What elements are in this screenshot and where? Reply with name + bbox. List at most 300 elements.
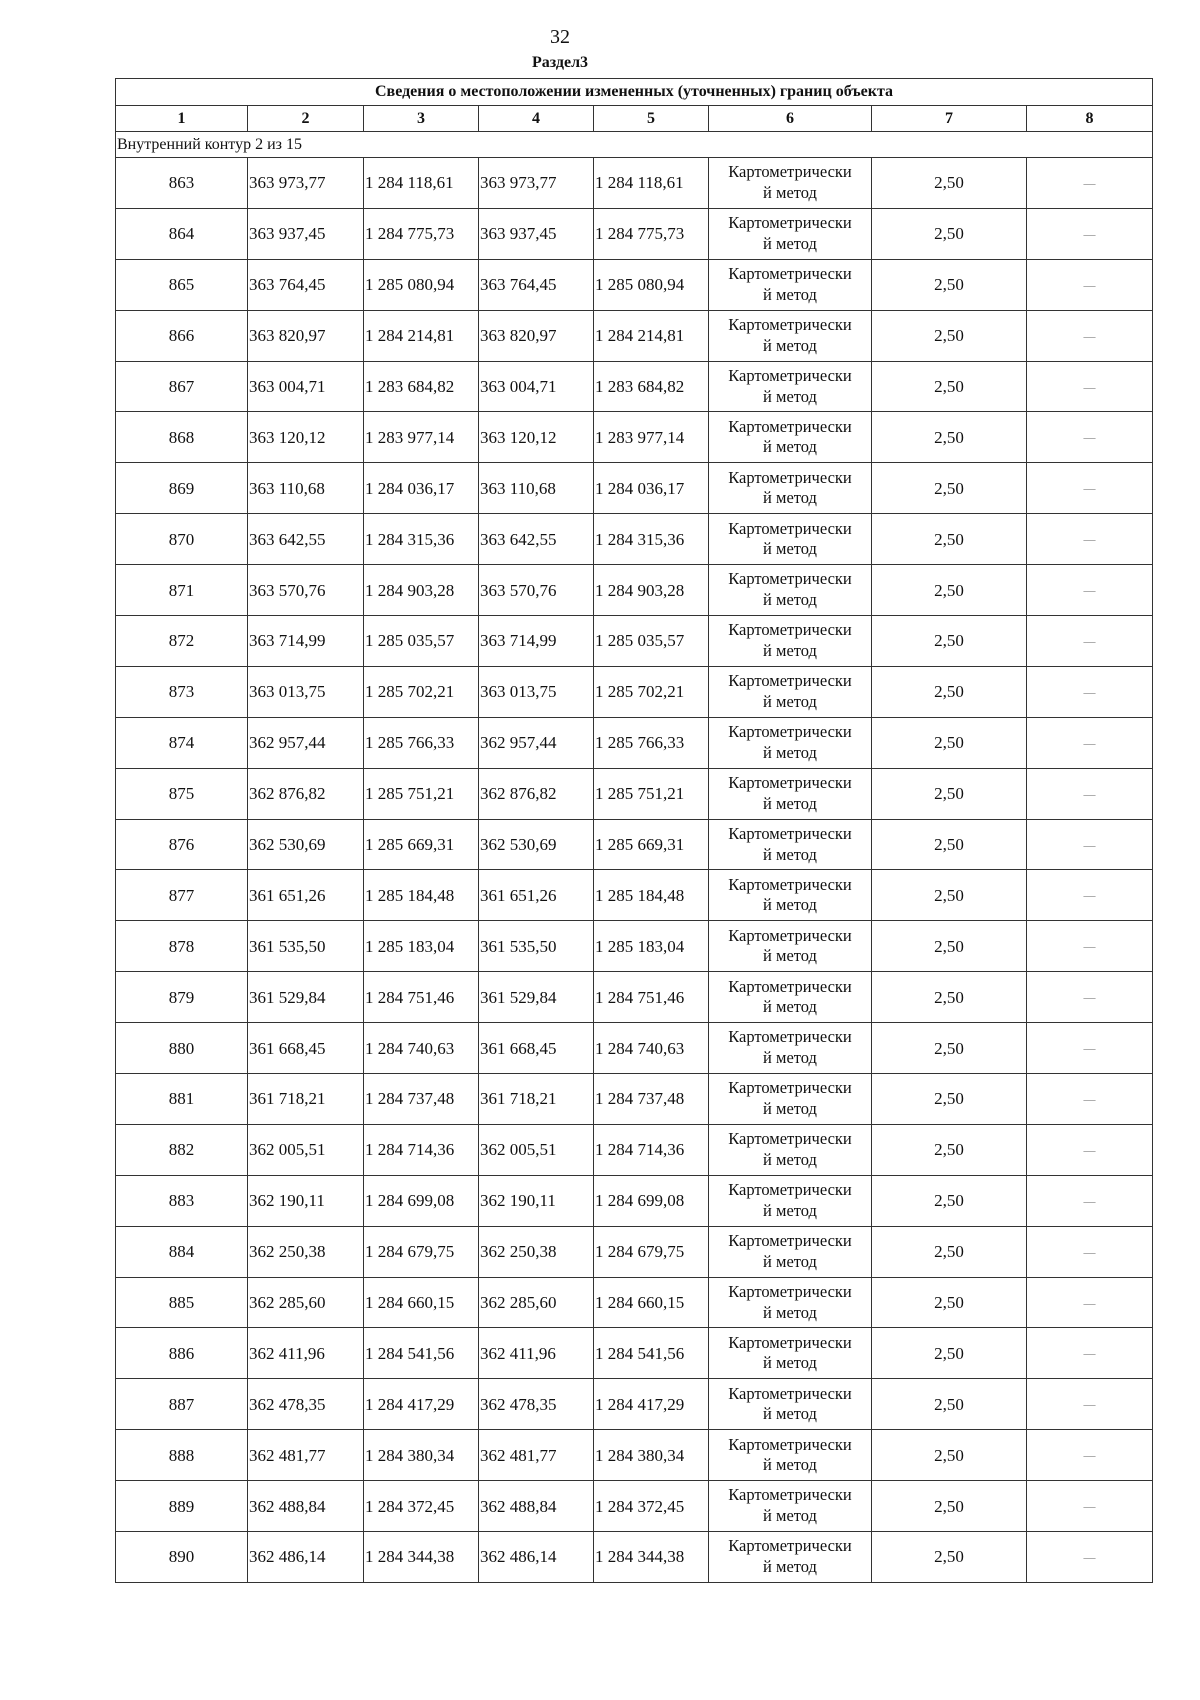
accuracy-cell: 2,50	[872, 1277, 1027, 1328]
accuracy-cell: 2,50	[872, 1481, 1027, 1532]
method-text-line: Картометрически	[728, 773, 852, 792]
accuracy-cell: 2,50	[872, 208, 1027, 259]
method-text-line: Картометрически	[728, 1078, 852, 1098]
column-number: 4	[479, 106, 594, 132]
x-coordinate-cell: 362 486,14	[248, 1532, 364, 1583]
description-cell: —	[1027, 463, 1153, 514]
y-coordinate-cell: 1 285 183,04	[364, 921, 479, 972]
method-cell	[709, 158, 872, 209]
method-text-line: й метод	[763, 335, 817, 355]
page-number: 32	[550, 26, 570, 48]
accuracy-cell: 2,50	[872, 1328, 1027, 1379]
point-number-cell: 867	[116, 361, 248, 412]
method-cell	[709, 1226, 872, 1277]
column-number: 7	[872, 106, 1027, 132]
y-coordinate-new-cell: 1 284 344,38	[594, 1532, 709, 1583]
method-cell	[709, 1379, 872, 1430]
y-coordinate-cell: 1 284 699,08	[364, 1175, 479, 1226]
x-coordinate-cell: 363 973,77	[248, 158, 364, 209]
y-coordinate-new-cell: 1 285 183,04	[594, 921, 709, 972]
table-row	[116, 717, 1153, 768]
x-coordinate-new-cell: 362 486,14	[479, 1532, 594, 1583]
y-coordinate-new-cell: 1 284 541,56	[594, 1328, 709, 1379]
method-text-line: Картометрически	[728, 1332, 852, 1352]
x-coordinate-new-cell: 362 530,69	[479, 819, 594, 870]
x-coordinate-new-cell: 362 876,82	[479, 768, 594, 819]
x-coordinate-new-cell: 363 120,12	[479, 412, 594, 463]
method-text-line: Картометрически	[728, 925, 852, 945]
accuracy-cell: 2,50	[872, 717, 1027, 768]
point-number-cell: 883	[116, 1175, 248, 1226]
method-text-line: й метод	[763, 1200, 817, 1220]
description-cell: —	[1027, 1124, 1153, 1175]
method-text-line: й метод	[763, 1149, 817, 1169]
method-text-line: й метод	[763, 1556, 817, 1576]
table-row	[116, 1328, 1153, 1379]
table-row	[116, 514, 1153, 565]
point-number-cell: 887	[116, 1379, 248, 1430]
x-coordinate-new-cell: 363 937,45	[479, 208, 594, 259]
accuracy-cell: 2,50	[872, 361, 1027, 412]
point-number-cell: 869	[116, 463, 248, 514]
method-text-line: Картометрически	[728, 1027, 852, 1047]
method-text-line: Картометрически	[728, 976, 852, 996]
method-text-line: Картометрически	[728, 162, 852, 182]
method-cell	[709, 1277, 872, 1328]
x-coordinate-new-cell: 361 668,45	[479, 1023, 594, 1074]
table-row	[116, 1532, 1153, 1583]
table-caption-row	[116, 79, 1153, 106]
x-coordinate-new-cell: 363 820,97	[479, 310, 594, 361]
y-coordinate-cell: 1 284 740,63	[364, 1023, 479, 1074]
y-coordinate-cell: 1 285 702,21	[364, 666, 479, 717]
description-cell: —	[1027, 259, 1153, 310]
x-coordinate-cell: 363 013,75	[248, 666, 364, 717]
method-text-line: Картометрически	[728, 1434, 852, 1454]
description-cell: —	[1027, 717, 1153, 768]
y-coordinate-cell: 1 284 417,29	[364, 1379, 479, 1430]
x-coordinate-cell: 363 937,45	[248, 208, 364, 259]
method-cell	[709, 310, 872, 361]
x-coordinate-cell: 363 820,97	[248, 310, 364, 361]
table-row	[116, 565, 1153, 616]
y-coordinate-new-cell: 1 283 977,14	[594, 412, 709, 463]
point-number-cell: 863	[116, 158, 248, 209]
y-coordinate-cell: 1 285 669,31	[364, 819, 479, 870]
point-number-cell: 889	[116, 1481, 248, 1532]
method-cell	[709, 819, 872, 870]
accuracy-cell: 2,50	[872, 666, 1027, 717]
method-text-line: Картометрически	[728, 569, 852, 589]
method-cell	[709, 666, 872, 717]
y-coordinate-new-cell: 1 284 372,45	[594, 1481, 709, 1532]
description-cell: —	[1027, 1328, 1153, 1379]
x-coordinate-new-cell: 363 004,71	[479, 361, 594, 412]
method-cell	[709, 463, 872, 514]
x-coordinate-cell: 362 876,82	[248, 768, 364, 819]
point-number-cell: 888	[116, 1430, 248, 1481]
method-cell	[709, 1481, 872, 1532]
table-row	[116, 819, 1153, 870]
y-coordinate-new-cell: 1 283 684,82	[594, 361, 709, 412]
description-cell: —	[1027, 972, 1153, 1023]
point-number-cell: 872	[116, 616, 248, 667]
y-coordinate-new-cell: 1 284 714,36	[594, 1124, 709, 1175]
method-text-line: Картометрически	[728, 1536, 852, 1556]
x-coordinate-new-cell: 362 488,84	[479, 1481, 594, 1532]
y-coordinate-cell: 1 285 184,48	[364, 870, 479, 921]
accuracy-cell: 2,50	[872, 1532, 1027, 1583]
y-coordinate-new-cell: 1 284 699,08	[594, 1175, 709, 1226]
x-coordinate-cell: 361 668,45	[248, 1023, 364, 1074]
table-row	[116, 1124, 1153, 1175]
x-coordinate-cell: 361 529,84	[248, 972, 364, 1023]
y-coordinate-cell: 1 284 751,46	[364, 972, 479, 1023]
method-cell	[709, 514, 872, 565]
accuracy-cell: 2,50	[872, 1430, 1027, 1481]
y-coordinate-cell: 1 284 214,81	[364, 310, 479, 361]
table-row	[116, 1226, 1153, 1277]
x-coordinate-cell: 362 411,96	[248, 1328, 364, 1379]
point-number-cell: 873	[116, 666, 248, 717]
y-coordinate-cell: 1 284 344,38	[364, 1532, 479, 1583]
method-text-line: й метод	[763, 1404, 817, 1424]
description-cell: —	[1027, 1379, 1153, 1430]
method-cell	[709, 1074, 872, 1125]
column-number: 2	[248, 106, 364, 132]
x-coordinate-new-cell: 363 642,55	[479, 514, 594, 565]
method-text-line: й метод	[763, 386, 817, 406]
x-coordinate-new-cell: 363 764,45	[479, 259, 594, 310]
accuracy-cell: 2,50	[872, 514, 1027, 565]
accuracy-cell: 2,50	[872, 158, 1027, 209]
method-cell	[709, 208, 872, 259]
table-row	[116, 972, 1153, 1023]
method-cell	[709, 972, 872, 1023]
description-cell: —	[1027, 1481, 1153, 1532]
description-cell: —	[1027, 1226, 1153, 1277]
description-cell: —	[1027, 1532, 1153, 1583]
column-number: 1	[116, 106, 248, 132]
accuracy-cell: 2,50	[872, 1074, 1027, 1125]
method-text-line: й метод	[763, 1302, 817, 1322]
y-coordinate-cell: 1 284 737,48	[364, 1074, 479, 1125]
method-text-line: Картометрически	[728, 823, 852, 843]
x-coordinate-new-cell: 362 250,38	[479, 1226, 594, 1277]
method-cell	[709, 1124, 872, 1175]
table-row	[116, 259, 1153, 310]
method-cell	[709, 565, 872, 616]
table-row	[116, 616, 1153, 667]
description-cell: —	[1027, 616, 1153, 667]
x-coordinate-cell: 362 530,69	[248, 819, 364, 870]
y-coordinate-cell: 1 284 118,61	[364, 158, 479, 209]
description-cell: —	[1027, 565, 1153, 616]
x-coordinate-cell: 362 250,38	[248, 1226, 364, 1277]
y-coordinate-cell: 1 284 315,36	[364, 514, 479, 565]
description-cell: —	[1027, 1175, 1153, 1226]
method-cell	[709, 616, 872, 667]
x-coordinate-cell: 363 120,12	[248, 412, 364, 463]
method-text-line: й метод	[763, 1048, 817, 1068]
method-text-line: Картометрически	[728, 264, 852, 284]
y-coordinate-cell: 1 283 684,82	[364, 361, 479, 412]
x-coordinate-cell: 363 570,76	[248, 565, 364, 616]
accuracy-cell: 2,50	[872, 1379, 1027, 1430]
table-row	[116, 361, 1153, 412]
y-coordinate-cell: 1 285 751,21	[364, 768, 479, 819]
description-cell: —	[1027, 361, 1153, 412]
x-coordinate-new-cell: 363 714,99	[479, 616, 594, 667]
y-coordinate-new-cell: 1 284 660,15	[594, 1277, 709, 1328]
method-cell	[709, 1328, 872, 1379]
point-number-cell: 866	[116, 310, 248, 361]
x-coordinate-cell: 361 535,50	[248, 921, 364, 972]
y-coordinate-new-cell: 1 284 214,81	[594, 310, 709, 361]
y-coordinate-new-cell: 1 285 035,57	[594, 616, 709, 667]
method-cell	[709, 1430, 872, 1481]
contour-label-row	[116, 132, 1153, 158]
x-coordinate-new-cell: 363 570,76	[479, 565, 594, 616]
point-number-cell: 875	[116, 768, 248, 819]
method-text-line: й метод	[763, 539, 817, 559]
method-text-line: й метод	[763, 946, 817, 966]
point-number-cell: 881	[116, 1074, 248, 1125]
table-row	[116, 768, 1153, 819]
description-cell: —	[1027, 158, 1153, 209]
table-row	[116, 1023, 1153, 1074]
method-text-line: Картометрически	[728, 213, 852, 233]
description-cell: —	[1027, 1277, 1153, 1328]
accuracy-cell: 2,50	[872, 1124, 1027, 1175]
method-text-line: й метод	[763, 844, 817, 864]
table-row	[116, 412, 1153, 463]
y-coordinate-cell: 1 285 080,94	[364, 259, 479, 310]
column-number: 8	[1027, 106, 1153, 132]
table-row	[116, 158, 1153, 209]
description-cell: —	[1027, 208, 1153, 259]
method-text-line: й метод	[763, 1353, 817, 1373]
method-cell	[709, 1175, 872, 1226]
method-cell	[709, 1532, 872, 1583]
accuracy-cell: 2,50	[872, 921, 1027, 972]
y-coordinate-cell: 1 284 036,17	[364, 463, 479, 514]
y-coordinate-new-cell: 1 284 417,29	[594, 1379, 709, 1430]
description-cell: —	[1027, 819, 1153, 870]
point-number-cell: 880	[116, 1023, 248, 1074]
accuracy-cell: 2,50	[872, 1175, 1027, 1226]
description-cell: —	[1027, 514, 1153, 565]
x-coordinate-new-cell: 361 529,84	[479, 972, 594, 1023]
point-number-cell: 864	[116, 208, 248, 259]
table-row	[116, 921, 1153, 972]
table-row	[116, 1277, 1153, 1328]
point-number-cell: 879	[116, 972, 248, 1023]
method-text-line: Картометрически	[728, 671, 852, 691]
y-coordinate-new-cell: 1 285 766,33	[594, 717, 709, 768]
y-coordinate-cell: 1 284 660,15	[364, 1277, 479, 1328]
method-text-line: Картометрически	[728, 1485, 852, 1505]
accuracy-cell: 2,50	[872, 565, 1027, 616]
method-text-line: й метод	[763, 1251, 817, 1271]
description-cell: —	[1027, 768, 1153, 819]
method-text-line: й метод	[763, 1506, 817, 1526]
y-coordinate-cell: 1 285 766,33	[364, 717, 479, 768]
method-text-line: Картометрически	[728, 518, 852, 538]
x-coordinate-new-cell: 363 110,68	[479, 463, 594, 514]
table-row	[116, 666, 1153, 717]
y-coordinate-cell: 1 284 372,45	[364, 1481, 479, 1532]
table-caption: Сведения о местоположении измененных (уточненных) границ объекта	[116, 79, 1153, 106]
method-text-line: й метод	[763, 742, 817, 762]
y-coordinate-new-cell: 1 284 775,73	[594, 208, 709, 259]
method-text-line: Картометрически	[728, 620, 852, 640]
method-text-line: й метод	[763, 284, 817, 304]
method-text-line: Картометрически	[728, 1281, 852, 1301]
method-cell	[709, 412, 872, 463]
y-coordinate-new-cell: 1 285 669,31	[594, 819, 709, 870]
x-coordinate-cell: 362 190,11	[248, 1175, 364, 1226]
column-number: 3	[364, 106, 479, 132]
table-row	[116, 870, 1153, 921]
method-text-line: й метод	[763, 997, 817, 1017]
x-coordinate-new-cell: 361 651,26	[479, 870, 594, 921]
y-coordinate-new-cell: 1 285 080,94	[594, 259, 709, 310]
x-coordinate-cell: 363 764,45	[248, 259, 364, 310]
description-cell: —	[1027, 1074, 1153, 1125]
x-coordinate-new-cell: 362 478,35	[479, 1379, 594, 1430]
x-coordinate-new-cell: 362 481,77	[479, 1430, 594, 1481]
point-number-cell: 877	[116, 870, 248, 921]
y-coordinate-new-cell: 1 284 751,46	[594, 972, 709, 1023]
method-text-line: й метод	[763, 233, 817, 253]
coordinates-table	[115, 78, 1153, 1583]
column-number: 6	[709, 106, 872, 132]
method-text-line: Картометрически	[728, 1129, 852, 1149]
x-coordinate-cell: 361 718,21	[248, 1074, 364, 1125]
point-number-cell: 871	[116, 565, 248, 616]
description-cell: —	[1027, 666, 1153, 717]
x-coordinate-new-cell: 361 535,50	[479, 921, 594, 972]
column-numbers-row	[116, 106, 1153, 132]
method-text-line: Картометрически	[728, 1180, 852, 1200]
accuracy-cell: 2,50	[872, 463, 1027, 514]
description-cell: —	[1027, 1023, 1153, 1074]
table-row	[116, 208, 1153, 259]
y-coordinate-cell: 1 285 035,57	[364, 616, 479, 667]
point-number-cell: 884	[116, 1226, 248, 1277]
method-text-line: Картометрически	[728, 314, 852, 334]
accuracy-cell: 2,50	[872, 412, 1027, 463]
description-cell: —	[1027, 870, 1153, 921]
method-text-line: Картометрически	[728, 416, 852, 436]
method-text-line: Картометрически	[728, 365, 852, 385]
y-coordinate-new-cell: 1 285 702,21	[594, 666, 709, 717]
method-text-line: Картометрически	[728, 722, 852, 742]
x-coordinate-cell: 363 714,99	[248, 616, 364, 667]
x-coordinate-new-cell: 363 973,77	[479, 158, 594, 209]
method-cell	[709, 870, 872, 921]
x-coordinate-cell: 363 004,71	[248, 361, 364, 412]
y-coordinate-new-cell: 1 284 737,48	[594, 1074, 709, 1125]
contour-label: Внутренний контур 2 из 15	[116, 132, 1153, 158]
method-text-line: й метод	[763, 895, 817, 915]
method-text-line: й метод	[763, 691, 817, 711]
y-coordinate-new-cell: 1 284 118,61	[594, 158, 709, 209]
accuracy-cell: 2,50	[872, 616, 1027, 667]
table-row	[116, 310, 1153, 361]
method-text-line: й метод	[763, 1098, 817, 1118]
accuracy-cell: 2,50	[872, 310, 1027, 361]
description-cell: —	[1027, 921, 1153, 972]
y-coordinate-new-cell: 1 284 679,75	[594, 1226, 709, 1277]
table-row	[116, 1175, 1153, 1226]
point-number-cell: 882	[116, 1124, 248, 1175]
x-coordinate-new-cell: 362 005,51	[479, 1124, 594, 1175]
method-cell	[709, 361, 872, 412]
method-cell	[709, 921, 872, 972]
method-text-line: й метод	[763, 437, 817, 457]
table-row	[116, 1379, 1153, 1430]
y-coordinate-cell: 1 284 903,28	[364, 565, 479, 616]
accuracy-cell: 2,50	[872, 819, 1027, 870]
x-coordinate-cell: 361 651,26	[248, 870, 364, 921]
y-coordinate-new-cell: 1 284 036,17	[594, 463, 709, 514]
y-coordinate-cell: 1 283 977,14	[364, 412, 479, 463]
x-coordinate-new-cell: 362 190,11	[479, 1175, 594, 1226]
point-number-cell: 890	[116, 1532, 248, 1583]
x-coordinate-cell: 362 285,60	[248, 1277, 364, 1328]
x-coordinate-cell: 362 478,35	[248, 1379, 364, 1430]
y-coordinate-new-cell: 1 285 184,48	[594, 870, 709, 921]
method-text-line: й метод	[763, 1455, 817, 1475]
y-coordinate-new-cell: 1 285 751,21	[594, 768, 709, 819]
method-text-line: й метод	[763, 182, 817, 202]
point-number-cell: 886	[116, 1328, 248, 1379]
accuracy-cell: 2,50	[872, 1226, 1027, 1277]
point-number-cell: 865	[116, 259, 248, 310]
accuracy-cell: 2,50	[872, 259, 1027, 310]
method-text-line: Картометрически	[728, 467, 852, 487]
y-coordinate-cell: 1 284 714,36	[364, 1124, 479, 1175]
y-coordinate-new-cell: 1 284 315,36	[594, 514, 709, 565]
x-coordinate-cell: 363 642,55	[248, 514, 364, 565]
x-coordinate-cell: 362 488,84	[248, 1481, 364, 1532]
x-coordinate-cell: 362 957,44	[248, 717, 364, 768]
method-text-line: Картометрически	[728, 1383, 852, 1403]
point-number-cell: 885	[116, 1277, 248, 1328]
point-number-cell: 870	[116, 514, 248, 565]
point-number-cell: 874	[116, 717, 248, 768]
table-row	[116, 1481, 1153, 1532]
accuracy-cell: 2,50	[872, 870, 1027, 921]
accuracy-cell: 2,50	[872, 1023, 1027, 1074]
x-coordinate-new-cell: 363 013,75	[479, 666, 594, 717]
y-coordinate-new-cell: 1 284 903,28	[594, 565, 709, 616]
accuracy-cell: 2,50	[872, 972, 1027, 1023]
method-text-line: й метод	[763, 640, 817, 660]
x-coordinate-cell: 362 005,51	[248, 1124, 364, 1175]
description-cell: —	[1027, 310, 1153, 361]
method-cell	[709, 1023, 872, 1074]
section-title: Раздел3	[531, 54, 589, 71]
x-coordinate-cell: 363 110,68	[248, 463, 364, 514]
y-coordinate-new-cell: 1 284 740,63	[594, 1023, 709, 1074]
method-text-line: Картометрически	[728, 1231, 852, 1251]
point-number-cell: 878	[116, 921, 248, 972]
y-coordinate-new-cell: 1 284 380,34	[594, 1430, 709, 1481]
y-coordinate-cell: 1 284 541,56	[364, 1328, 479, 1379]
